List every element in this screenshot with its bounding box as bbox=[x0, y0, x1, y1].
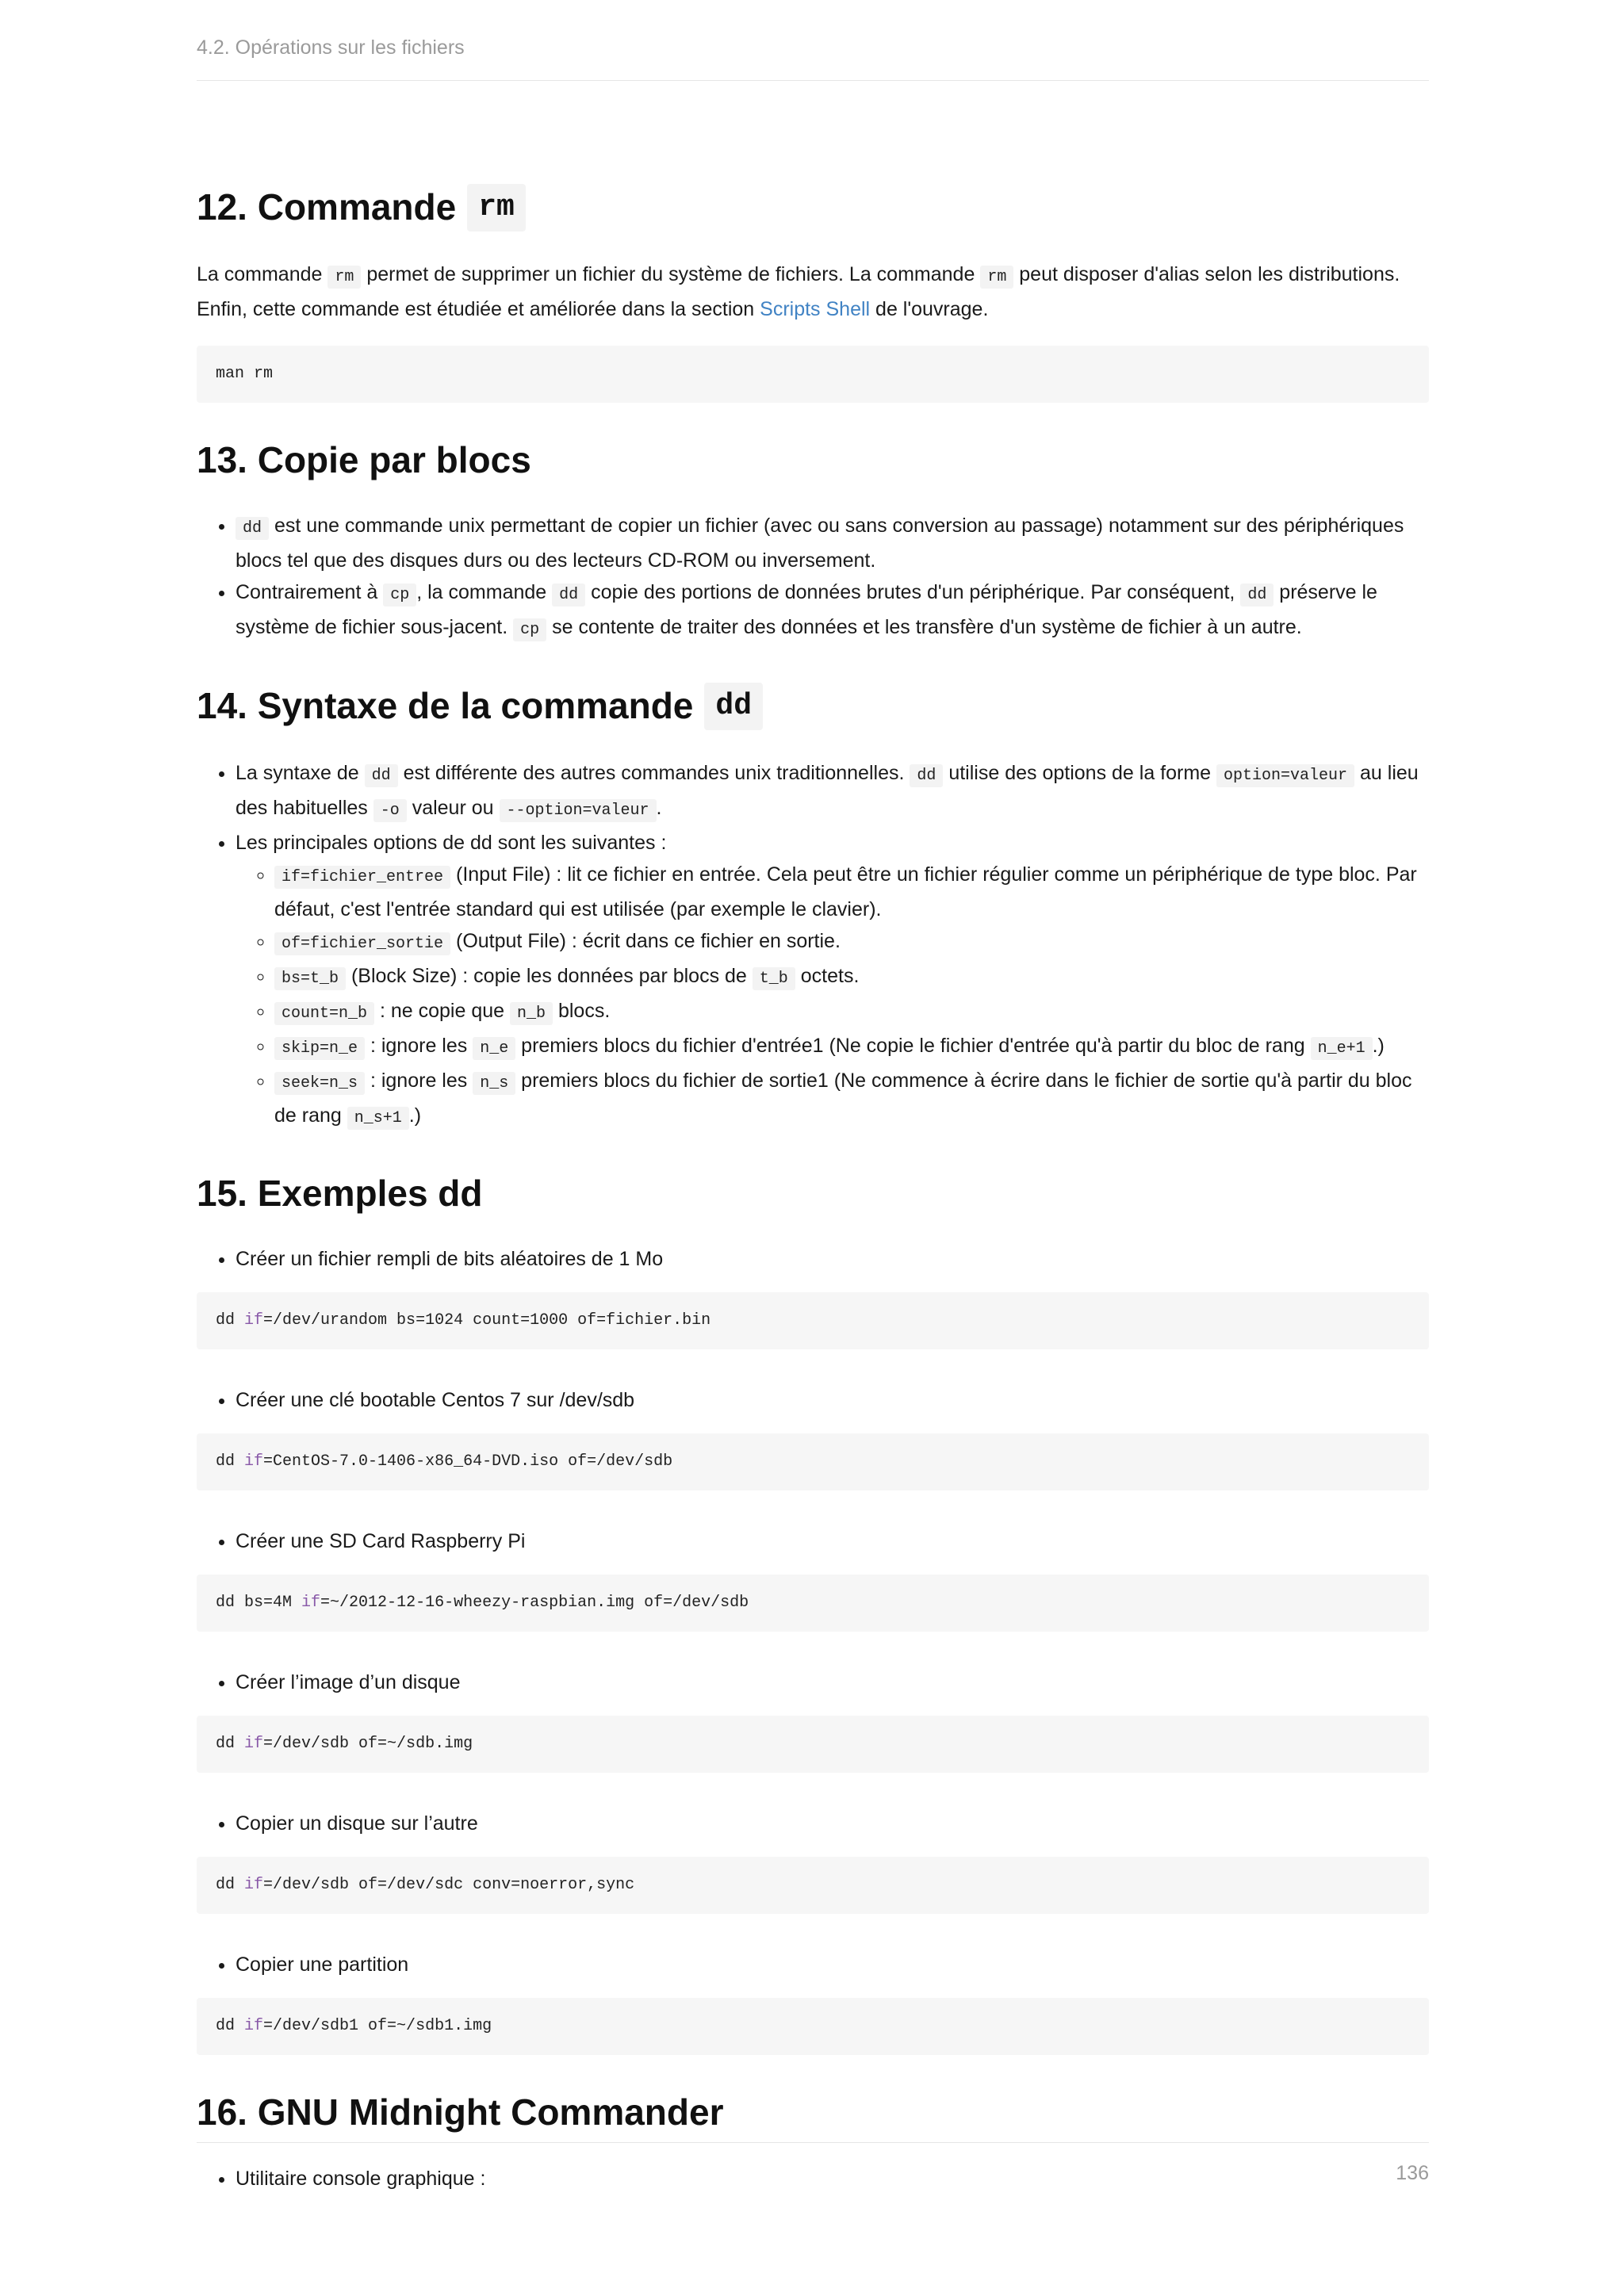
code-block-example bbox=[197, 1433, 1429, 1490]
text: (Block Size) : copie les données par blocs de bbox=[346, 964, 753, 987]
inline-code: cp bbox=[383, 584, 416, 607]
option-if bbox=[274, 859, 1429, 925]
code-block-man-rm: man rm bbox=[197, 346, 1429, 403]
inline-code: rm bbox=[980, 266, 1013, 289]
inline-code: t_b bbox=[753, 967, 795, 990]
option-skip bbox=[274, 1030, 1429, 1065]
code-block-example bbox=[197, 1998, 1429, 2055]
code-keyword: if bbox=[244, 1452, 264, 1471]
text: . bbox=[656, 796, 662, 819]
example-label: • Créer une clé bootable Centos 7 sur /dev/sdb bbox=[236, 1384, 1429, 1416]
inline-code: of=fichier_sortie bbox=[274, 932, 450, 955]
text: valeur ou bbox=[406, 796, 500, 819]
text: Les principales options de dd sont les suivantes : bbox=[236, 831, 667, 854]
example-label: • Copier une partition bbox=[236, 1949, 1429, 1980]
text: (Input File) : lit ce fichier en entrée. Cela peut être un fichier régulier comme un périphérique de type bloc. Par défaut, c'est l'entrée standard qui est utilisée (par exemple le clavier). bbox=[274, 863, 1417, 920]
inline-code: if=fichier_entree bbox=[274, 866, 450, 889]
code-text: dd bbox=[216, 1876, 245, 1894]
running-header: 4.2. Opérations sur les fichiers bbox=[197, 36, 1429, 81]
inline-code: option=valeur bbox=[1216, 764, 1354, 787]
dd-options-list bbox=[236, 859, 1429, 1135]
text: .) bbox=[1372, 1034, 1385, 1057]
inline-code: dd bbox=[1240, 584, 1274, 607]
text: Contrairement à bbox=[236, 581, 384, 603]
section-12-heading bbox=[197, 184, 1429, 232]
code-text: dd bbox=[216, 1735, 245, 1753]
code-text: dd bbox=[216, 1311, 245, 1330]
list-item bbox=[236, 757, 1429, 827]
heading-code-rm: rm bbox=[467, 184, 526, 232]
example-list bbox=[197, 1243, 1429, 1275]
example-list bbox=[197, 1525, 1429, 1557]
code-text: =/dev/sdb of=/dev/sdc conv=noerror,sync bbox=[263, 1876, 635, 1894]
section-12-title: 12. Commande bbox=[197, 186, 457, 228]
code-text: =~/2012-12-16-wheezy-raspbian.img of=/dev/sdb bbox=[320, 1594, 749, 1612]
section-14-heading bbox=[197, 683, 1429, 730]
option-seek bbox=[274, 1065, 1429, 1135]
text: se contente de traiter des données et les transfère d'un système de fichier à un autre. bbox=[546, 616, 1302, 638]
inline-code: n_s bbox=[473, 1072, 515, 1095]
example-list bbox=[197, 1949, 1429, 1980]
code-text: =/dev/urandom bs=1024 count=1000 of=fichier.bin bbox=[263, 1311, 711, 1330]
text: : ignore les bbox=[365, 1069, 473, 1092]
section-15-heading bbox=[197, 1171, 1429, 1217]
inline-code: bs=t_b bbox=[274, 967, 346, 990]
section-13-title: 13. Copie par blocs bbox=[197, 438, 531, 480]
section-15-title: 15. Exemples dd bbox=[197, 1172, 483, 1214]
section-14-title: 14. Syntaxe de la commande bbox=[197, 685, 694, 726]
section-16-title: 16. GNU Midnight Commander bbox=[197, 2091, 724, 2133]
list-item bbox=[236, 576, 1429, 646]
section-14-list bbox=[197, 757, 1429, 1135]
code-keyword: if bbox=[244, 1735, 264, 1753]
text: premiers blocs du fichier de sortie1 (Ne commence à écrire dans le fichier de sortie qu'à partir du bloc de rang bbox=[274, 1069, 1412, 1127]
code-keyword: if bbox=[244, 1311, 264, 1330]
inline-code: --option=valeur bbox=[500, 799, 657, 822]
section-13 bbox=[197, 438, 1429, 647]
text: La commande bbox=[197, 262, 328, 285]
code-keyword: if bbox=[244, 1876, 264, 1894]
inline-code: n_s+1 bbox=[347, 1107, 409, 1130]
inline-code: cp bbox=[513, 618, 546, 641]
list-item: • Utilitaire console graphique : bbox=[236, 2163, 1429, 2195]
inline-code: count=n_b bbox=[274, 1002, 374, 1025]
text: copie des portions de données brutes d'un périphérique. Par conséquent, bbox=[585, 581, 1241, 603]
inline-code: rm bbox=[327, 266, 361, 289]
code-block-example bbox=[197, 1857, 1429, 1914]
text: (Output File) : écrit dans ce fichier en sortie. bbox=[450, 929, 841, 952]
text: , la commande bbox=[416, 581, 553, 603]
section-12-paragraph bbox=[197, 258, 1429, 325]
page-number: 136 bbox=[197, 2142, 1429, 2185]
inline-code: dd bbox=[236, 517, 269, 540]
example-list bbox=[197, 1384, 1429, 1416]
text: utilise des options de la forme bbox=[943, 761, 1217, 784]
document-page bbox=[197, 0, 1429, 2296]
heading-code-dd: dd bbox=[704, 683, 763, 730]
inline-code: dd bbox=[910, 764, 943, 787]
example-label: • Créer une SD Card Raspberry Pi bbox=[236, 1525, 1429, 1557]
text: au lieu des habituelles bbox=[236, 761, 1419, 819]
inline-code: n_b bbox=[510, 1002, 553, 1025]
code-text: =/dev/sdb1 of=~/sdb1.img bbox=[263, 2017, 492, 2035]
example-label: • Copier un disque sur l’autre bbox=[236, 1808, 1429, 1839]
code-text: dd bbox=[216, 2017, 245, 2035]
inline-code: n_e+1 bbox=[1311, 1037, 1373, 1060]
example-label: • Créer un fichier rempli de bits aléatoires de 1 Mo bbox=[236, 1243, 1429, 1275]
code-block-example bbox=[197, 1575, 1429, 1632]
text: La syntaxe de bbox=[236, 761, 365, 784]
page-content bbox=[197, 184, 1429, 2231]
section-15 bbox=[197, 1171, 1429, 2056]
section-12 bbox=[197, 184, 1429, 403]
inline-code: seek=n_s bbox=[274, 1072, 365, 1095]
text: premiers blocs du fichier d'entrée1 (Ne copie le fichier d'entrée qu'à partir du bloc de rang bbox=[515, 1034, 1311, 1057]
text: .) bbox=[408, 1104, 422, 1127]
text: : ne copie que bbox=[374, 999, 510, 1022]
inline-code: n_e bbox=[473, 1037, 515, 1060]
option-bs bbox=[274, 960, 1429, 995]
option-of bbox=[274, 925, 1429, 960]
text: préserve le système de fichier sous-jacent. bbox=[236, 581, 1377, 638]
text: est une commande unix permettant de copier un fichier (avec ou sans conversion au passage) notamment sur des périphériques blocs tel que des disques durs ou des lecteurs CD-ROM ou inversement. bbox=[236, 515, 1404, 572]
text: blocs. bbox=[553, 999, 611, 1022]
list-item bbox=[236, 510, 1429, 576]
text: : ignore les bbox=[365, 1034, 473, 1057]
section-16-heading bbox=[197, 2090, 1429, 2136]
code-text: =CentOS-7.0-1406-x86_64-DVD.iso of=/dev/sdb bbox=[263, 1452, 673, 1471]
inline-code: -o bbox=[373, 799, 407, 822]
section-13-list bbox=[197, 510, 1429, 646]
section-14 bbox=[197, 683, 1429, 1135]
scripts-shell-link[interactable]: Scripts Shell bbox=[760, 297, 871, 320]
code-block-example bbox=[197, 1716, 1429, 1773]
text: est différente des autres commandes unix traditionnelles. bbox=[397, 761, 910, 784]
code-text: =/dev/sdb of=~/sdb.img bbox=[263, 1735, 473, 1753]
text: octets. bbox=[795, 964, 860, 987]
example-list bbox=[197, 1667, 1429, 1698]
code-keyword: if bbox=[244, 2017, 264, 2035]
option-count bbox=[274, 995, 1429, 1030]
code-keyword: if bbox=[301, 1594, 321, 1612]
inline-code: dd bbox=[365, 764, 398, 787]
list-item bbox=[236, 827, 1429, 1135]
example-list bbox=[197, 1808, 1429, 1839]
section-13-heading bbox=[197, 438, 1429, 484]
text: peut disposer d'alias selon les distributions. Enfin, cette commande est étudiée et améliorée dans la section bbox=[197, 262, 1400, 320]
code-text: dd bbox=[216, 1452, 245, 1471]
inline-code: dd bbox=[552, 584, 585, 607]
text: permet de supprimer un fichier du système de fichiers. La commande bbox=[361, 262, 981, 285]
inline-code: skip=n_e bbox=[274, 1037, 365, 1060]
example-label: • Créer l’image d’un disque bbox=[236, 1667, 1429, 1698]
text: de l'ouvrage. bbox=[870, 297, 989, 320]
code-block-example bbox=[197, 1292, 1429, 1349]
code-text: dd bs=4M bbox=[216, 1594, 302, 1612]
